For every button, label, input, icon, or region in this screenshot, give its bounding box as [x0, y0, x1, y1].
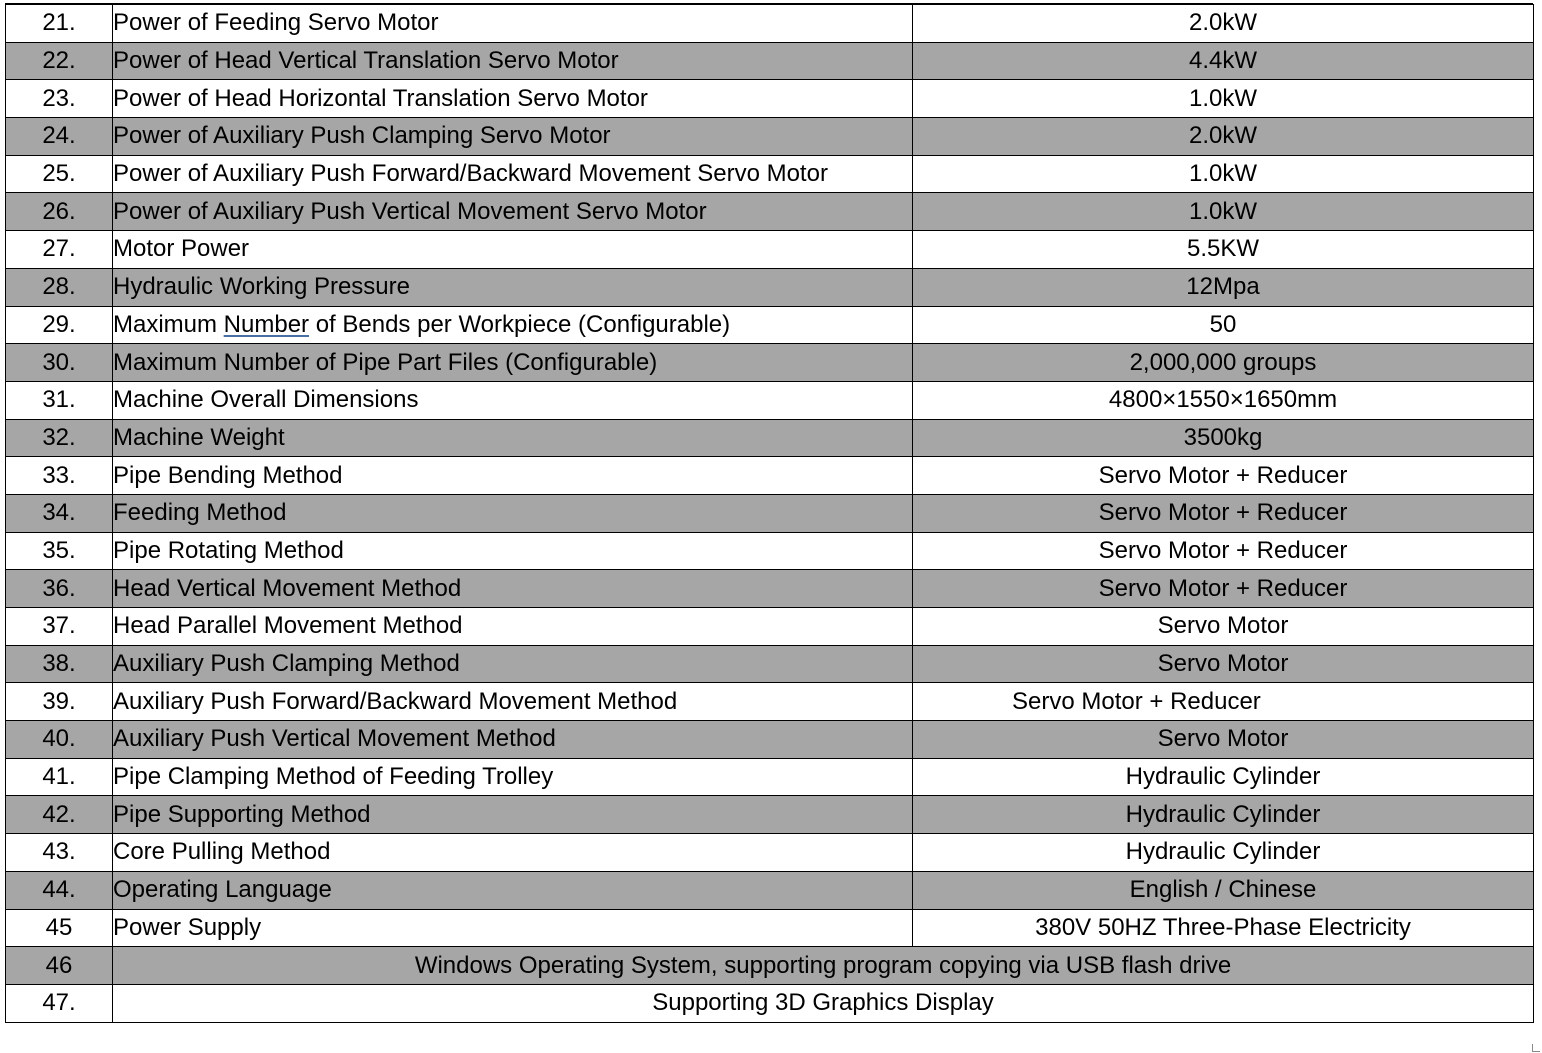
row-number: 28.: [6, 268, 113, 306]
table-row: [6, 5, 1534, 43]
parameter-name: Feeding Method: [113, 494, 913, 532]
table-row: [6, 683, 1534, 721]
parameter-name: Auxiliary Push Clamping Method: [113, 645, 913, 683]
spec-table: [5, 4, 1534, 1023]
table-row: [6, 984, 1534, 1022]
parameter-value: 1.0kW: [913, 155, 1534, 193]
row-number: 21.: [6, 5, 113, 43]
table-row: [6, 532, 1534, 570]
parameter-value: Hydraulic Cylinder: [913, 834, 1534, 872]
parameter-value: 2.0kW: [913, 118, 1534, 156]
row-number: 40.: [6, 721, 113, 759]
table-row: [6, 155, 1534, 193]
parameter-name: Power of Feeding Servo Motor: [113, 5, 913, 43]
parameter-value: Hydraulic Cylinder: [913, 758, 1534, 796]
parameter-name: Auxiliary Push Forward/Backward Movement Method: [113, 683, 913, 721]
table-row: [6, 118, 1534, 156]
table-row: [6, 721, 1534, 759]
row-number: 42.: [6, 796, 113, 834]
parameter-name-part: of Bends per Workpiece (Configurable): [309, 310, 731, 338]
row-number: 30.: [6, 344, 113, 382]
parameter-value: Servo Motor + Reducer: [913, 683, 1534, 721]
row-number: 37.: [6, 608, 113, 646]
parameter-value: Servo Motor + Reducer: [913, 457, 1534, 495]
table-row: [6, 796, 1534, 834]
parameter-name: Head Vertical Movement Method: [113, 570, 913, 608]
table-row: [6, 457, 1534, 495]
table-row: [6, 947, 1534, 985]
parameter-name: Pipe Bending Method: [113, 457, 913, 495]
row-number: 43.: [6, 834, 113, 872]
parameter-name: Pipe Clamping Method of Feeding Trolley: [113, 758, 913, 796]
parameter-name: Operating Language: [113, 871, 913, 909]
row-number: 34.: [6, 494, 113, 532]
row-number: 36.: [6, 570, 113, 608]
parameter-value: 50: [913, 306, 1534, 344]
parameter-name: Power of Head Horizontal Translation Servo Motor: [113, 80, 913, 118]
parameter-name: Pipe Supporting Method: [113, 796, 913, 834]
table-row: [6, 419, 1534, 457]
table-row: [6, 608, 1534, 646]
parameter-name: Power of Auxiliary Push Vertical Movement Servo Motor: [113, 193, 913, 231]
row-number: 35.: [6, 532, 113, 570]
table-row: [6, 494, 1534, 532]
parameter-name: Machine Overall Dimensions: [113, 381, 913, 419]
row-number: 46: [6, 947, 113, 985]
merged-description: Supporting 3D Graphics Display: [113, 984, 1534, 1022]
parameter-value: Servo Motor: [913, 721, 1534, 759]
parameter-value: 12Mpa: [913, 268, 1534, 306]
parameter-value: Servo Motor + Reducer: [913, 494, 1534, 532]
row-number: 23.: [6, 80, 113, 118]
parameter-name: Maximum Number of Pipe Part Files (Configurable): [113, 344, 913, 382]
row-number: 27.: [6, 231, 113, 269]
row-number: 24.: [6, 118, 113, 156]
table-row: [6, 381, 1534, 419]
table-row: [6, 645, 1534, 683]
parameter-name: Power of Auxiliary Push Forward/Backward Movement Servo Motor: [113, 155, 913, 193]
table-row: [6, 834, 1534, 872]
parameter-name: Core Pulling Method: [113, 834, 913, 872]
table-row: [6, 909, 1534, 947]
parameter-name: [113, 306, 913, 344]
row-number: 38.: [6, 645, 113, 683]
parameter-name: Auxiliary Push Vertical Movement Method: [113, 721, 913, 759]
parameter-name: Machine Weight: [113, 419, 913, 457]
parameter-value: 4.4kW: [913, 42, 1534, 80]
parameter-name: Hydraulic Working Pressure: [113, 268, 913, 306]
row-number: 22.: [6, 42, 113, 80]
parameter-value: English / Chinese: [913, 871, 1534, 909]
parameter-value: Servo Motor + Reducer: [913, 532, 1534, 570]
parameter-value: 380V 50HZ Three-Phase Electricity: [913, 909, 1534, 947]
row-number: 47.: [6, 984, 113, 1022]
parameter-name: Pipe Rotating Method: [113, 532, 913, 570]
parameter-value: 5.5KW: [913, 231, 1534, 269]
table-row: [6, 268, 1534, 306]
table-row: [6, 871, 1534, 909]
row-number: 44.: [6, 871, 113, 909]
parameter-name: Motor Power: [113, 231, 913, 269]
table-row: [6, 758, 1534, 796]
row-number: 33.: [6, 457, 113, 495]
row-number: 31.: [6, 381, 113, 419]
row-number: 39.: [6, 683, 113, 721]
parameter-name: Power Supply: [113, 909, 913, 947]
parameter-value: 2,000,000 groups: [913, 344, 1534, 382]
table-row: [6, 42, 1534, 80]
row-number: 45: [6, 909, 113, 947]
parameter-value: 4800×1550×1650mm: [913, 381, 1534, 419]
row-number: 32.: [6, 419, 113, 457]
table-row: [6, 306, 1534, 344]
parameter-name: Power of Auxiliary Push Clamping Servo Motor: [113, 118, 913, 156]
row-number: 41.: [6, 758, 113, 796]
table-row: [6, 193, 1534, 231]
proofing-underlined-word: Number: [223, 310, 310, 338]
parameter-value: 3500kg: [913, 419, 1534, 457]
page-corner-mark: [1532, 1044, 1540, 1052]
parameter-value: Hydraulic Cylinder: [913, 796, 1534, 834]
row-number: 25.: [6, 155, 113, 193]
row-number: 29.: [6, 306, 113, 344]
parameter-value: Servo Motor: [913, 608, 1534, 646]
parameter-name-part: Maximum: [113, 310, 224, 338]
table-row: [6, 570, 1534, 608]
parameter-value: Servo Motor + Reducer: [913, 570, 1534, 608]
table-row: [6, 231, 1534, 269]
row-number: 26.: [6, 193, 113, 231]
parameter-name: Power of Head Vertical Translation Servo Motor: [113, 42, 913, 80]
parameter-value: 1.0kW: [913, 80, 1534, 118]
parameter-name: Head Parallel Movement Method: [113, 608, 913, 646]
table-row: [6, 80, 1534, 118]
parameter-value: 2.0kW: [913, 5, 1534, 43]
table-row: [6, 344, 1534, 382]
merged-description: Windows Operating System, supporting program copying via USB flash drive: [113, 947, 1534, 985]
parameter-value: 1.0kW: [913, 193, 1534, 231]
parameter-value: Servo Motor: [913, 645, 1534, 683]
